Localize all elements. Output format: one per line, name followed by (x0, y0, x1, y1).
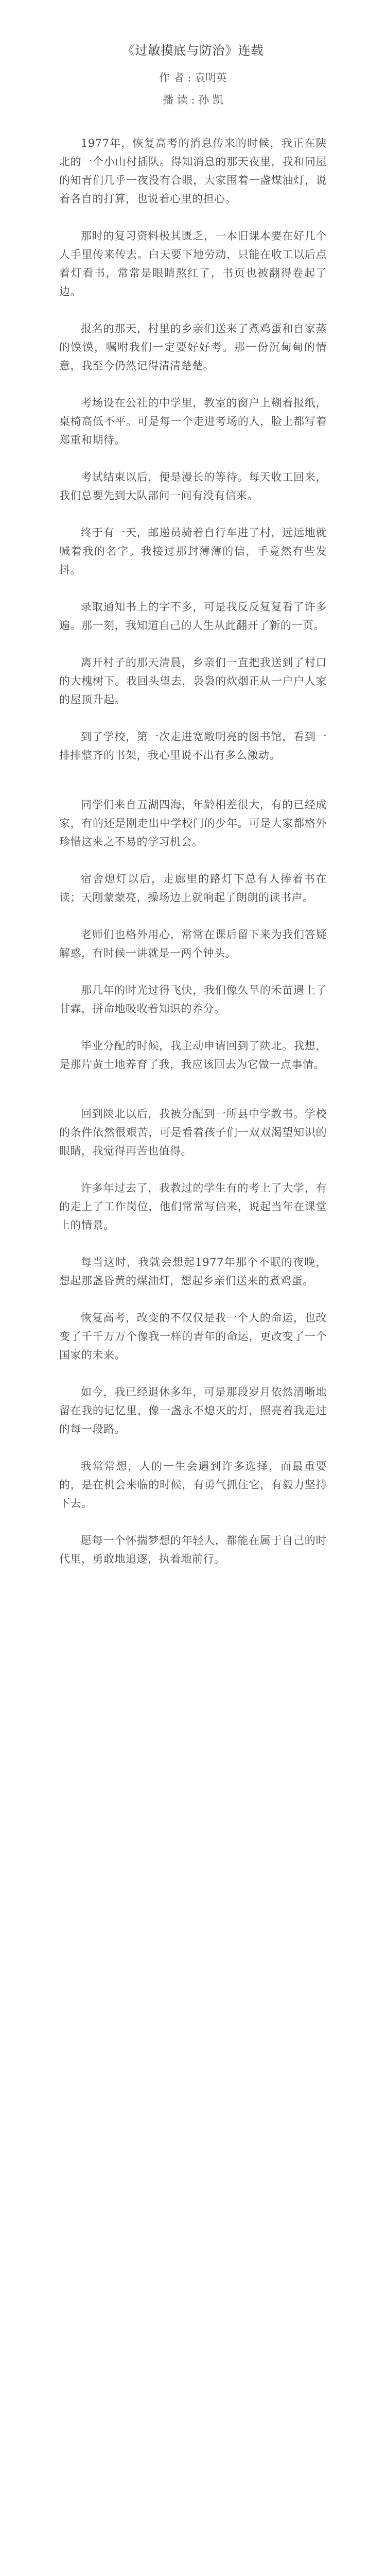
article-paragraph: 我常常想，人的一生会遇到许多选择，而最重要的，是在机会来临的时候，有勇气抓住它，有毅力坚持下去。 (59, 1460, 327, 1510)
article-paragraph: 离开村子的那天清晨，乡亲们一直把我送到了村口的大槐树下。我回头望去，袅袅的炊烟正从一户户人家的屋顶升起。 (59, 656, 327, 706)
article-paragraph: 毕业分配的时候，我主动申请回到了陕北。我想，是那片黄土地养育了我，我应该回去为它做一点事情。 (59, 1040, 327, 1071)
article-paragraph: 报名的那天，村里的乡亲们送来了煮鸡蛋和自家蒸的馍馍，嘱咐我们一定要好好考。那一份沉甸甸的情意，我至今仍然记得清清楚楚。 (59, 323, 327, 372)
article-paragraph: 录取通知书上的字不多，可是我反反复复看了许多遍。那一刻，我知道自己的人生从此翻开了新的一页。 (59, 601, 327, 632)
article-paragraph: 恢复高考，改变的不仅仅是我一个人的命运，也改变了千千万万个像我一样的青年的命运，更改变了一个国家的未来。 (59, 1312, 327, 1361)
author-line: 作 者 : 袁明英 (159, 72, 227, 84)
article-paragraph: 每当这时，我就会想起1977年那个不眠的夜晚，想起那盏昏黄的煤油灯，想起乡亲们送来的煮鸡蛋。 (59, 1256, 327, 1287)
article-paragraph: 宿舍熄灯以后，走廊里的路灯下总有人捧着书在读；天刚蒙蒙亮，操场边上就响起了朗朗的读书声。 (59, 873, 327, 904)
article-body (59, 134, 327, 1587)
reader-line: 播 读 : 孙 凯 (163, 94, 223, 106)
article-paragraph: 到了学校，第一次走进宽敞明亮的图书馆，看到一排排整齐的书架，我心里说不出有多么激动。 (59, 731, 327, 761)
article-paragraph: 许多年过去了，我教过的学生有的考上了大学，有的走上了工作岗位，他们常常写信来，说起当年在课堂上的情景。 (59, 1182, 327, 1231)
article-paragraph: 考场设在公社的中学里，教室的窗户上糊着报纸，桌椅高低不平。可是每一个走进考场的人，脸上都写着郑重和期待。 (59, 397, 327, 446)
article-paragraph: 老师们也格外用心，常常在课后留下来为我们答疑解惑，有时候一讲就是一两个钟头。 (59, 928, 327, 959)
page-title: 《过敏摸底与防治》连载 (122, 43, 264, 58)
article-paragraph: 那几年的时光过得飞快，我们像久旱的禾苗遇上了甘霖，拼命地吸收着知识的养分。 (59, 984, 327, 1015)
article-paragraph: 如今，我已经退休多年，可是那段岁月依然清晰地留在我的记忆里，像一盏永不熄灭的灯，照亮着我走过的每一段路。 (59, 1386, 327, 1435)
article-paragraph: 1977年，恢复高考的消息传来的时候，我正在陕北的一个小山村插队。得知消息的那天夜里，我和同屋的知青们几乎一夜没有合眼，大家围着一盏煤油灯，说着各自的打算，也说着心里的担心。 (59, 137, 327, 205)
article-paragraph: 愿每一个怀揣梦想的年轻人，都能在属于自己的时代里，勇敢地追逐，执着地前行。 (59, 1534, 327, 1565)
article-paragraph: 同学们来自五湖四海，年龄相差很大，有的已经成家，有的还是刚走出中学校门的少年。可是大家都格外珍惜这来之不易的学习机会。 (59, 799, 327, 848)
article-paragraph: 那时的复习资料极其匮乏，一本旧课本要在好几个人手里传来传去。白天要下地劳动，只能在收工以后点着灯看书，常常是眼睛熬红了，书页也被翻得卷起了边。 (59, 230, 327, 298)
article-paragraph: 终于有一天，邮递员骑着自行车进了村，远远地就喊着我的名字。我接过那封薄薄的信，手竟然有些发抖。 (59, 527, 327, 576)
article-paragraph: 考试结束以后，便是漫长的等待。每天收工回来，我们总要先到大队部问一问有没有信来。 (59, 471, 327, 502)
article-paragraph: 回到陕北以后，我被分配到一所县中学教书。学校的条件依然很艰苦，可是看着孩子们一双双渴望知识的眼睛，我觉得再苦也值得。 (59, 1108, 327, 1157)
